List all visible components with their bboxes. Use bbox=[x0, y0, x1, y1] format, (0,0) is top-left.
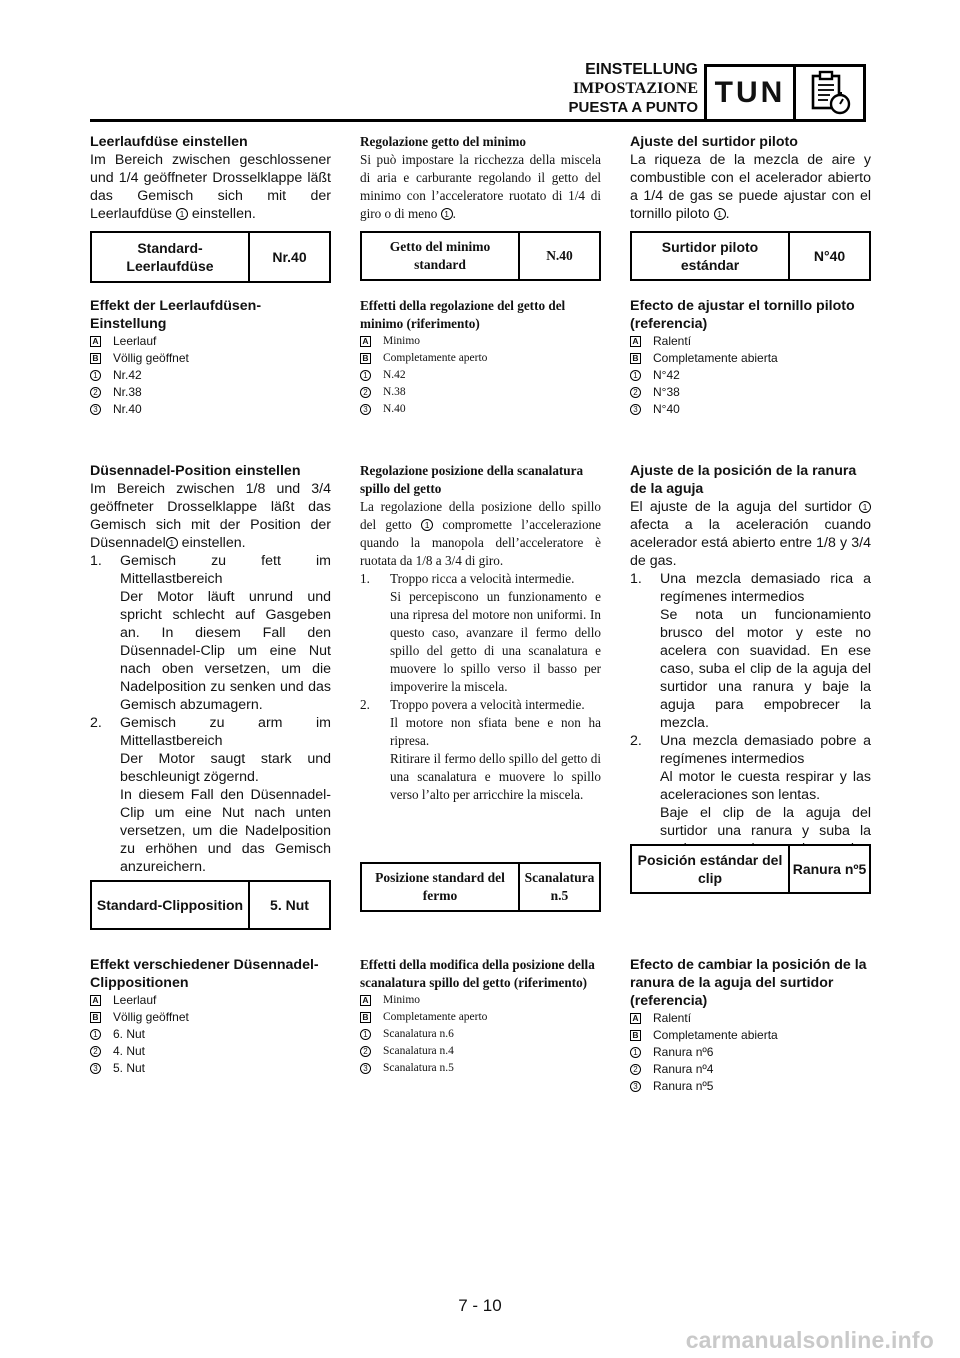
list-item: 2. Gemisch zu arm im Mittellastbereich Der Motor saugt stark und beschleunigt zögernd. In diesem Fall den Düsennadel-Clip um eine Nut nach unten versetzen, um die Nadelposition zu erhöhen und das Gemisch anzureichern. bbox=[90, 715, 331, 875]
spec-value: 5. Nut bbox=[270, 897, 309, 913]
ref-1-marker: 1 bbox=[714, 208, 726, 220]
legend-item: A Ralentí bbox=[630, 1010, 871, 1027]
chapter-code: TUN bbox=[707, 67, 796, 119]
legend-heading: Effetti della modifica della posizione della scanalatura spillo del getto (riferimento) bbox=[360, 957, 595, 990]
header-rule bbox=[90, 119, 704, 122]
legend-item: B Completamente aperto bbox=[360, 350, 601, 367]
ref-1-marker: 1 bbox=[441, 208, 453, 220]
list-item: 1. Gemisch zu fett im Mittellastbereich Der Motor läuft unrund und spricht schlecht auf Gasgeben an. In diesem Fall den Düsennadel-Clip um eine Nut nach oben versetzen, um die Nadelposition zu senken und das Gemisch abzumagern. bbox=[90, 553, 331, 713]
ref-1-marker: 1 bbox=[859, 501, 871, 513]
watermark: carmanualsonline.info bbox=[685, 1327, 934, 1353]
spec-table-clip-position-es bbox=[630, 844, 871, 894]
legend-list bbox=[630, 333, 871, 418]
legend-item: A Ralentí bbox=[630, 333, 871, 350]
legend-item: A Minimo bbox=[360, 333, 601, 350]
spec-label: Standard-Clipposition bbox=[92, 882, 250, 928]
legend-item: 2 Ranura nº4 bbox=[630, 1061, 871, 1078]
legend-list bbox=[360, 333, 601, 418]
legend-item: 2 N°38 bbox=[630, 384, 871, 401]
section-body: Im Bereich zwischen geschlossener und 1/4 geöffneter Drosselklappe läßt das Gemisch sich mit der Leerlaufdüse 1 einstellen. bbox=[90, 152, 331, 222]
legend-item: 1 Scanalatura n.6 bbox=[360, 1026, 601, 1043]
effect-legend-1-es bbox=[630, 297, 871, 418]
header-title-de: EINSTELLUNG bbox=[585, 61, 698, 78]
legend-item: B Völlig geöffnet bbox=[90, 1009, 331, 1026]
legend-list bbox=[90, 992, 331, 1077]
legend-item: 3 Ranura nº5 bbox=[630, 1078, 871, 1095]
list-item: 2. Troppo povera a velocità intermedie. Il motore non sfiata bene e non ha ripresa. Ritirare il fermo dello spillo del getto di una scanalatura e muovere lo spillo verso l’alto per arricchire la miscela. bbox=[360, 697, 601, 802]
spec-table-idle-jet-it bbox=[360, 231, 601, 281]
page-number: 7 - 10 bbox=[458, 1296, 502, 1315]
legend-item: 2 N.38 bbox=[360, 384, 601, 401]
legend-heading: Effekt der Leerlaufdüsen-Einstellung bbox=[90, 298, 262, 332]
legend-item: 1 6. Nut bbox=[90, 1026, 331, 1043]
spec-value: N.40 bbox=[546, 248, 573, 263]
legend-item: 1 N°42 bbox=[630, 367, 871, 384]
legend-item: 2 Scanalatura n.4 bbox=[360, 1043, 601, 1060]
legend-heading: Efecto de cambiar la posición de la ranura de la aguja del surtidor (referencia) bbox=[630, 957, 867, 1009]
spec-value: N°40 bbox=[813, 248, 846, 264]
needle-position-section-it bbox=[360, 462, 601, 804]
section-body: La regolazione della posizione dello spillo del getto 1 compromette l’accelerazione quando la manopola dell’acceleratore è ruotata da 1/8 a 3/4 di giro. bbox=[360, 499, 601, 568]
numbered-list bbox=[630, 570, 871, 858]
spec-table-idle-jet-de bbox=[90, 231, 331, 283]
legend-item: 1 Nr.42 bbox=[90, 367, 331, 384]
spec-label: Standard-Leerlaufdüse bbox=[92, 233, 250, 281]
effect-legend-2-de bbox=[90, 956, 331, 1077]
section-body: Im Bereich zwischen 1/8 und 3/4 geöffneter Drosselklappe läßt das Gemisch sich mit der Position der Düsennadel 1 einstellen. bbox=[90, 481, 331, 551]
idle-jet-section-it bbox=[360, 133, 601, 223]
spec-value: Scanalatura n.5 bbox=[524, 870, 595, 903]
legend-item: 2 Nr.38 bbox=[90, 384, 331, 401]
header-title-es: PUESTA A PUNTO bbox=[568, 99, 698, 116]
section-heading: Ajuste de la posición de la ranura de la aguja bbox=[630, 463, 857, 497]
list-item: 2. Una mezcla demasiado pobre a regímenes intermedios Al motor le cuesta respirar y las aceleraciones son lentas. Baje el clip de la aguja del surtidor una ranura y suba la bbox=[630, 733, 871, 839]
legend-item: B Completamente abierta bbox=[630, 1027, 871, 1044]
spec-value: Nr.40 bbox=[272, 249, 307, 265]
spec-table-clip-position-it bbox=[360, 862, 601, 912]
legend-item: A Leerlauf bbox=[90, 333, 331, 350]
section-body: El ajuste de la aguja del surtidor 1 afecta a la aceleración cuando acelerador está abierto entre 1/8 y 3/4 de gas. bbox=[630, 499, 871, 569]
clipboard-stopwatch-icon bbox=[796, 67, 863, 119]
needle-position-section-es bbox=[630, 462, 871, 858]
legend-item: 3 N°40 bbox=[630, 401, 871, 418]
section-heading: Ajuste del surtidor piloto bbox=[630, 134, 798, 150]
section-heading: Leerlaufdüse einstellen bbox=[90, 134, 248, 150]
section-heading: Regolazione posizione della scanalatura spillo del getto bbox=[360, 463, 584, 496]
legend-list bbox=[90, 333, 331, 418]
legend-item: B Completamente aperto bbox=[360, 1009, 601, 1026]
legend-list bbox=[630, 1010, 871, 1095]
ref-1-marker: 1 bbox=[421, 519, 433, 531]
effect-legend-1-de bbox=[90, 297, 331, 418]
chapter-tab bbox=[704, 64, 866, 122]
section-heading: Regolazione getto del minimo bbox=[360, 134, 526, 149]
ref-1-marker: 1 bbox=[166, 537, 178, 549]
header-title-it: IMPOSTAZIONE bbox=[572, 80, 698, 97]
legend-item: B Völlig geöffnet bbox=[90, 350, 331, 367]
spec-table-pilot-es bbox=[630, 231, 871, 281]
legend-heading: Efecto de ajustar el tornillo piloto (referencia) bbox=[630, 298, 855, 332]
legend-item: 3 5. Nut bbox=[90, 1060, 331, 1077]
idle-jet-section-de bbox=[90, 133, 331, 223]
effect-legend-2-es bbox=[630, 956, 871, 1095]
pilot-screw-section-es bbox=[630, 133, 871, 223]
list-item: 1. Una mezcla demasiado rica a regímenes intermedios Se nota un funcionamiento brusco del motor y este no acelera con suavidad. En ese caso, suba el clip de la aguja del surtidor una ranura y baje la aguja para empobrecer la mezcla. bbox=[630, 571, 871, 731]
numbered-list bbox=[90, 552, 331, 876]
legend-item: A Leerlauf bbox=[90, 992, 331, 1009]
spec-label: Getto del minimo standard bbox=[362, 233, 520, 279]
needle-position-section-de bbox=[90, 462, 331, 876]
spec-label: Posición estándar del clip bbox=[632, 846, 790, 892]
list-item: 1. Troppo ricca a velocità intermedie. Si percepiscono un funzionamento e una ripresa del motore non uniformi. In questo caso, avanzare il fermo dello spillo del getto di una scanalatura e muovere lo spillo verso il basso per impoverire la miscela. bbox=[360, 571, 601, 694]
spec-table-clip-position-de bbox=[90, 880, 331, 930]
page-header-titles bbox=[569, 60, 698, 117]
legend-item: 1 N.42 bbox=[360, 367, 601, 384]
legend-heading: Effekt verschiedener Düsennadel-Clippositionen bbox=[90, 957, 319, 991]
legend-item: 3 Scanalatura n.5 bbox=[360, 1060, 601, 1077]
effect-legend-2-it bbox=[360, 956, 601, 1077]
legend-item: 3 N.40 bbox=[360, 401, 601, 418]
effect-legend-1-it bbox=[360, 297, 601, 418]
legend-item: B Completamente abierta bbox=[630, 350, 871, 367]
spec-label: Posizione standard del fermo bbox=[362, 864, 520, 910]
legend-heading: Effetti della regolazione del getto del minimo (riferimento) bbox=[360, 298, 566, 331]
spec-value: Ranura nº5 bbox=[792, 861, 867, 877]
legend-item: 3 Nr.40 bbox=[90, 401, 331, 418]
section-body: La riqueza de la mezcla de aire y combustible con el acelerador abierto a 1/4 de gas se puede ajustar con el tornillo piloto 1 . bbox=[630, 152, 871, 222]
numbered-list bbox=[360, 570, 601, 804]
section-body: Si può impostare la ricchezza della miscela di aria e carburante regolando il getto del minimo con l’acceleratore ruotato di 1/4 di giro o di meno 1 . bbox=[360, 152, 601, 221]
legend-list bbox=[360, 992, 601, 1077]
ref-1-marker: 1 bbox=[176, 208, 188, 220]
legend-item: 2 4. Nut bbox=[90, 1043, 331, 1060]
section-heading: Düsennadel-Position einstellen bbox=[90, 463, 301, 479]
legend-item: A Minimo bbox=[360, 992, 601, 1009]
spec-label: Surtidor piloto estándar bbox=[632, 233, 790, 279]
legend-item: 1 Ranura nº6 bbox=[630, 1044, 871, 1061]
